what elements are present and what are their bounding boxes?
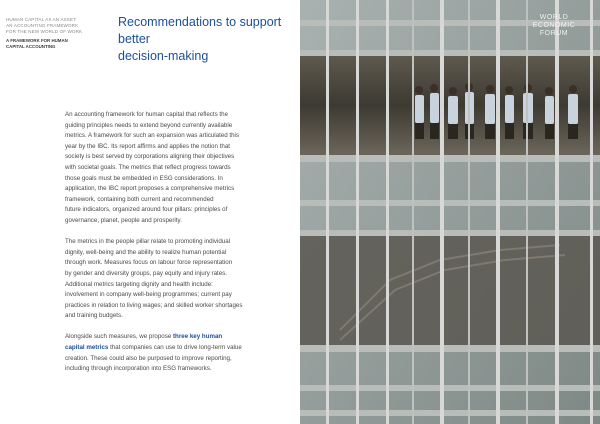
building-facade-illustration (300, 0, 600, 424)
text-line: application, the IBC report proposes a comprehensive metrics (65, 185, 235, 193)
text-line: dignity, well-being and the ability to realize human potential (65, 248, 227, 256)
section-label-line: CAPITAL ACCOUNTING (6, 44, 56, 49)
section-label-line: A FRAMEWORK FOR HUMAN (6, 38, 68, 43)
text-line: An accounting framework for human capital that reflects the (65, 111, 229, 118)
text-line: governance, planet, people and prosperity. (65, 216, 182, 224)
text-run: that companies can use to drive long-term value (108, 344, 242, 352)
text-line: including through incorporation into ESG frameworks. (65, 365, 212, 373)
section-label (6, 38, 106, 50)
text-line: through work. Measures focus on labour force representation (65, 259, 233, 267)
paragraph-ibc-framework (65, 110, 287, 227)
emphasis-three-key-human: three key human (173, 333, 223, 341)
text-line: year by the IBC. Its report affirms and applies the notion that (65, 142, 230, 150)
text-line: those goals must be embedded in ESG considerations. In (65, 174, 223, 182)
text-line: creation. These could also be purposed to improve reporting, (65, 354, 232, 362)
text-line: future indicators, organized around four pillars: principles of (65, 206, 228, 214)
text-line: framework, containing both current and recommended (65, 195, 214, 203)
text-run: Alongside such measures, we propose (65, 333, 173, 341)
text-line (65, 343, 287, 354)
paragraph-key-metrics (65, 332, 287, 374)
text-line: guiding principles needs to extend beyond currently available (65, 121, 233, 129)
logo-line: ECONOMIC (532, 22, 576, 29)
document-label-line: AN ACCOUNTING FRAMEWORK (6, 23, 79, 28)
logo-line: WORLD (539, 14, 569, 21)
text-line: Additional metrics targeting dignity and health include: (65, 280, 213, 288)
text-line: and training budgets. (65, 312, 123, 320)
text-line: with societal goals. The metrics that reflect progress towards (65, 163, 231, 171)
office-building-photo (300, 0, 600, 424)
body-text (65, 110, 287, 385)
document-label-line: FOR THE NEW WORLD OF WORK (6, 29, 83, 34)
document-label-line: HUMAN CAPITAL AS AN ASSET: (6, 17, 77, 22)
page-title (118, 14, 298, 65)
text-line: practices in relation to living wages; and skilled worker shortages (65, 301, 243, 309)
text-line: The metrics in the people pillar relate to promoting individual (65, 238, 231, 246)
logo-line: FORUM (539, 30, 569, 37)
text-line: metrics. A framework for such an expansion was articulated this (65, 132, 240, 140)
text-line: involvement in company well-being programmes; current pay (65, 291, 232, 299)
emphasis-capital-metrics: capital metrics (65, 344, 109, 352)
page-title-line: decision-making (118, 49, 209, 63)
paragraph-people-pillar (65, 237, 287, 322)
text-line: society is best served by corporations aligning their objectives (65, 153, 235, 161)
page-title-line: Recommendations to support better (118, 15, 282, 46)
world-economic-forum-logo (522, 14, 586, 38)
document-label (6, 17, 106, 35)
text-line: by gender and diversity groups, pay equity and injury rates. (65, 269, 227, 277)
text-line (65, 332, 287, 343)
